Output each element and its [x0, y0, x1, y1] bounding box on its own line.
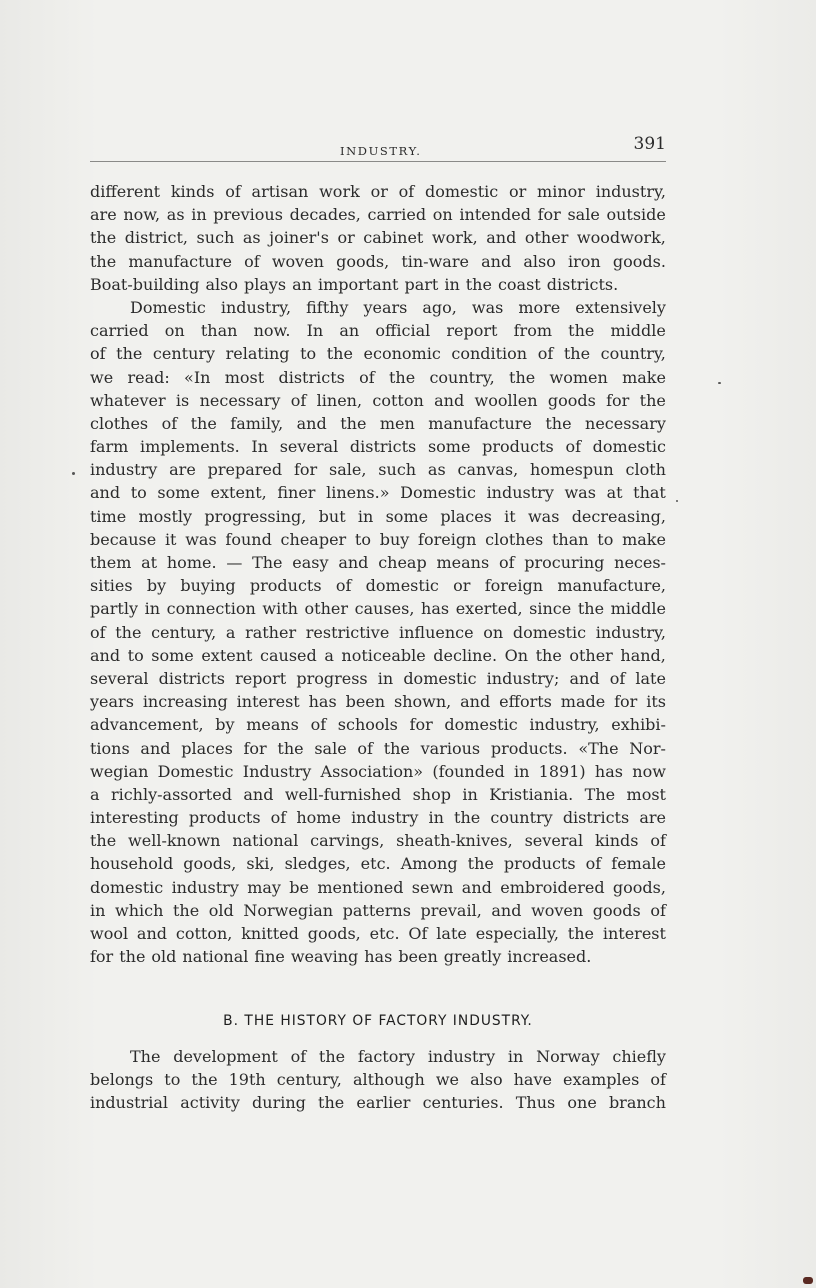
text-line: The development of the factory industry in Norway chiefly — [130, 1047, 666, 1066]
text-line: of the century relating to the economic condition of the country, — [90, 344, 666, 364]
paragraph-3 — [90, 1045, 666, 1115]
text-line: different kinds of artisan work or of domestic or minor industry, — [90, 182, 666, 201]
text-line: domestic industry may be mentioned sewn and embroidered goods, — [90, 877, 666, 897]
section-heading: B. THE HISTORY OF FACTORY INDUSTRY. — [223, 1013, 533, 1029]
paragraph-2 — [90, 296, 666, 968]
text-line: the well-known national carvings, sheath-knives, several kinds of — [90, 831, 666, 851]
text-line: are now, as in previous decades, carried on intended for sale outside — [90, 205, 666, 225]
text-line: advancement, by means of schools for domestic industry, exhibi- — [90, 715, 666, 735]
text-line: a richly-assorted and well-furnished shop in Kristiania. The most — [90, 784, 666, 804]
ink-speck — [72, 472, 75, 475]
text-line: interesting products of home industry in the country districts are — [90, 808, 666, 828]
header-rule — [90, 161, 666, 162]
text-line: because it was found cheaper to buy foreign clothes than to make — [90, 529, 666, 549]
text-line: and to some extent, finer linens.» Domestic industry was at that — [90, 483, 666, 503]
text-line: carried on than now. In an official report from the middle — [90, 321, 666, 341]
text-line: years increasing interest has been shown, and efforts made for its — [90, 692, 666, 712]
text-line: several districts report progress in domestic industry; and of late — [90, 668, 666, 688]
text-line: household goods, ski, sledges, etc. Among the products of female — [90, 854, 666, 874]
ink-speck — [676, 500, 678, 502]
ink-speck — [718, 382, 721, 384]
text-line: wool and cotton, knitted goods, etc. Of late especially, the interest — [90, 924, 666, 943]
text-line: them at home. — The easy and cheap means of procuring neces- — [90, 553, 666, 572]
text-line: sities by buying products of domestic or foreign manufacture, — [90, 576, 666, 596]
text-line: of the century, a rather restrictive influence on domestic industry, — [90, 622, 666, 642]
text-line: wegian Domestic Industry Association» (founded in 1891) has now — [90, 761, 666, 781]
text-line: the manufacture of woven goods, tin-ware and also iron goods. — [90, 251, 666, 271]
text-line: partly in connection with other causes, has exerted, since the middle — [90, 599, 666, 619]
text-line: industrial activity during the earlier centuries. Thus one branch — [90, 1093, 666, 1113]
running-head: INDUSTRY. — [340, 144, 422, 158]
text-line: and to some extent caused a noticeable decline. On the other hand, — [90, 645, 666, 665]
text-line: in which the old Norwegian patterns prevail, and woven goods of — [90, 900, 666, 920]
text-line: we read: «In most districts of the country, the women make — [90, 367, 666, 387]
page-number: 391 — [633, 134, 666, 154]
main-text — [90, 180, 666, 968]
text-line: tions and places for the sale of the various products. «The Nor- — [90, 738, 666, 758]
text-line: Boat-building also plays an important part in the coast districts. — [90, 274, 619, 294]
text-line: the district, such as joiner's or cabinet work, and other woodwork, — [90, 228, 666, 248]
ink-speck — [803, 1277, 813, 1284]
text-line: for the old national fine weaving has been greatly increased. — [90, 947, 592, 967]
paragraph-1 — [90, 180, 666, 296]
text-line: time mostly progressing, but in some places it was decreasing, — [90, 506, 666, 526]
text-line: Domestic industry, fifthy years ago, was more extensively — [130, 297, 666, 317]
text-line: clothes of the family, and the men manufacture the necessary — [90, 413, 666, 433]
text-line: belongs to the 19th century, although we also have examples of — [90, 1070, 666, 1090]
page-header — [90, 134, 666, 164]
text-line: industry are prepared for sale, such as canvas, homespun cloth — [90, 460, 666, 480]
text-line: farm implements. In several districts some products of domestic — [90, 437, 666, 457]
text-line: whatever is necessary of linen, cotton and woollen goods for the — [90, 390, 666, 410]
